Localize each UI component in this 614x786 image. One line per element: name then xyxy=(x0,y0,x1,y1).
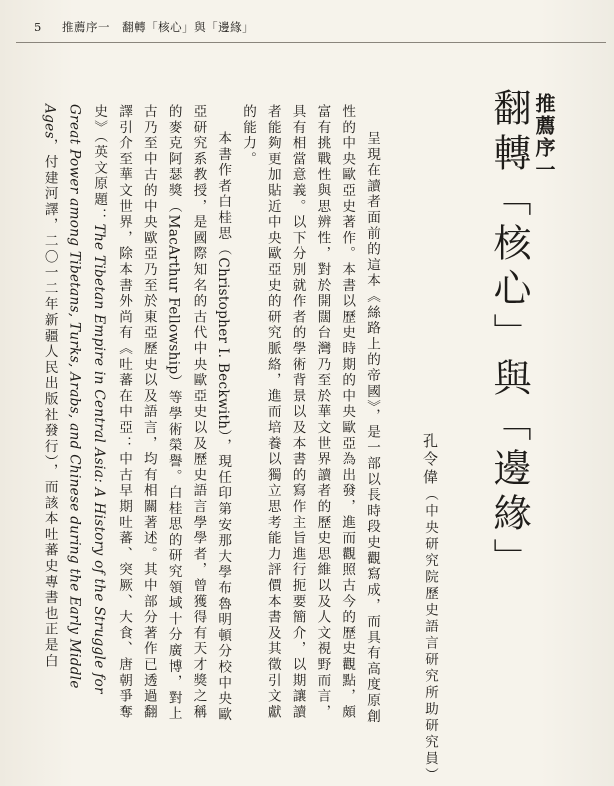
header-rule xyxy=(16,42,606,43)
body-text xyxy=(41,104,384,734)
page-title: 翻轉「核心」與「邊緣」 xyxy=(487,88,531,583)
paragraph-1: 呈現在讀者面前的這本《絲路上的帝國》，是一部以長時段史觀寫成，而具有高度原創性的中央歐亞史著作。本書以歷史時期的中央歐亞為出發，進而觀照古今的歷史觀點，頗富有挑戰性與思辨性，對於開闊台灣乃至於華文世界讀者的歷史思維以及人文視野而言，具有相當意義。以下分別就作者的學術背景以及本書的寫作主旨進行扼要簡介，以期讓讀者能夠更加貼近中央歐亞史的研究脈絡，進而培養以獨立思考能力評價本書及其徵引文獻的能力。 xyxy=(240,104,380,725)
author-affiliation: （中央研究院歷史語言研究所助研究員） xyxy=(422,487,438,784)
author-name: 孔令偉 xyxy=(421,433,439,487)
english-book-title: The Tibetan Empire in Central Asia: A History of the Struggle for Great Power among Tibetans, Turks, Arabs, and Chinese during the Early Middle Ages xyxy=(41,104,108,694)
award-name: MacArthur Fellowship xyxy=(165,214,182,375)
page-number: 5 xyxy=(34,20,42,34)
header-section: 推薦序一 xyxy=(61,20,110,34)
author-latin-name: Christopher I. Beckwith xyxy=(215,257,232,430)
book-title: 《絲路上的帝國》 xyxy=(364,289,380,409)
header-title: 翻轉「核心」與「邊緣」 xyxy=(122,20,255,34)
section-label: 推薦序一 xyxy=(532,93,556,181)
author-block xyxy=(420,433,441,784)
running-header xyxy=(34,19,254,35)
book-title: 《吐蕃在中亞：中古早期吐蕃、突厥、大食、唐朝爭奪史》 xyxy=(91,104,133,721)
paragraph-2: 本書作者白桂思（Christopher I. Beckwith），現任印第安那大學布魯明頓分校中央歐亞研究系教授，是國際知名的古代中央歐亞史以及歷史語言學學者，曾獲得有天才獎之稱的麥克阿瑟獎（MacArthur Fellowship）等學術榮譽。白桂思的研究領域十分廣博，對上古乃至中古的中央歐亞乃至於東亞歷史以及語言，均有相關著述。其中部分著作已透過翻譯引介至華文世界，除本書外尚有《吐蕃在中亞：中古早期吐蕃、突厥、大食、唐朝爭奪史》（英文原題：The Tibetan Empire in Central Asia: A History of the Struggle for Great Power among Tibetans, Turks, Arabs, and Chinese during the Early Middle Ages，付建河譯，二〇一二年新疆人民出版社發行），而該本吐蕃史專書也正是白 xyxy=(41,104,232,723)
